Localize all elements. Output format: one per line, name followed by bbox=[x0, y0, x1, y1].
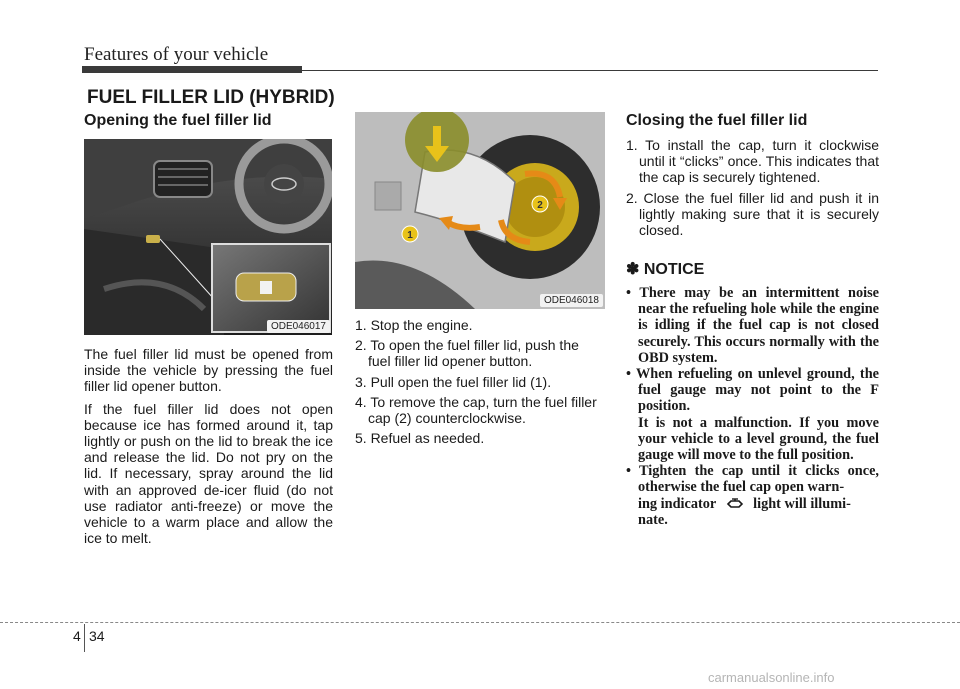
running-header: Features of your vehicle bbox=[84, 44, 269, 65]
notice-item-3-part-a: ing indicator bbox=[638, 495, 716, 512]
dashboard-illustration bbox=[84, 139, 332, 335]
opening-paragraph-2: If the fuel filler lid does not open because ice has formed around it, tap lightly or push on the lid to break the ice and release the lid. Do not pry on the lid. If necessary, spray around the lid with an approved de-icer fluid (do not use radiator anti-freeze) or move the vehicle to a warm place and allow the ice to melt. bbox=[84, 400, 333, 547]
notice-item-3: • Tighten the cap until it clicks once, otherwise the fuel cap open warn- bbox=[626, 463, 879, 496]
step-5: 5. Refuel as needed. bbox=[355, 430, 485, 447]
footer-rule bbox=[0, 622, 960, 623]
notice-item-3-line2 bbox=[626, 496, 879, 512]
marker-1: 1 bbox=[407, 230, 413, 241]
image-code-2: ODE046018 bbox=[540, 294, 603, 307]
closing-step-2: 2. Close the fuel filler lid and push it in lightly making sure that it is securely closed. bbox=[626, 189, 879, 239]
fuel-lid-illustration bbox=[355, 112, 605, 309]
notice-box bbox=[626, 285, 879, 528]
closing-steps bbox=[626, 137, 879, 242]
notice-item-2-cont: It is not a malfunction. If you move your vehicle to a level ground, the fuel gauge will move to the full position. bbox=[638, 414, 879, 464]
header-rule bbox=[82, 70, 878, 71]
watermark: carmanualsonline.info bbox=[708, 670, 835, 685]
notice-title: ✽ NOTICE bbox=[626, 261, 705, 278]
step-4: 4. To remove the cap, turn the fuel filler cap (2) counterclockwise. bbox=[355, 393, 597, 427]
image-code-1: ODE046017 bbox=[267, 320, 330, 333]
notice-item-1: • There may be an intermittent noise near the refueling hole while the engine is idling if the fuel cap is not closed securely. This occurs normally with the OBD system. bbox=[626, 285, 879, 366]
dashboard-photo bbox=[84, 139, 332, 335]
opening-paragraph-1: The fuel filler lid must be opened from inside the vehicle by pressing the fuel filler lid opener button. bbox=[84, 346, 333, 395]
page-divider bbox=[84, 624, 85, 652]
marker-2: 2 bbox=[537, 200, 543, 211]
step-3: 3. Pull open the fuel filler lid (1). bbox=[355, 373, 552, 390]
closing-step-1: 1. To install the cap, turn it clockwise until it “clicks” once. This indicates that the cap is securely tightened. bbox=[626, 137, 879, 186]
page-number: 34 bbox=[89, 628, 105, 644]
step-2: 2. To open the fuel filler lid, push the fuel filler lid opener button. bbox=[355, 337, 579, 370]
section-number: 4 bbox=[73, 628, 81, 644]
notice-item-3-line3: nate. bbox=[638, 511, 668, 528]
fuel-cap-warning-icon bbox=[726, 498, 744, 510]
section-title: FUEL FILLER LID (HYBRID) bbox=[87, 87, 335, 108]
notice-item-2: • When refueling on unlevel ground, the fuel gauge may not point to the F position. bbox=[626, 366, 879, 415]
notice-item-3-part-b: light will illumi- bbox=[753, 495, 851, 512]
opening-title: Opening the fuel filler lid bbox=[84, 112, 272, 129]
opening-steps bbox=[355, 317, 605, 450]
closing-title: Closing the fuel filler lid bbox=[626, 112, 808, 129]
opening-text bbox=[84, 346, 333, 552]
fuel-lid-photo bbox=[355, 112, 605, 309]
step-1: 1. Stop the engine. bbox=[355, 317, 473, 333]
